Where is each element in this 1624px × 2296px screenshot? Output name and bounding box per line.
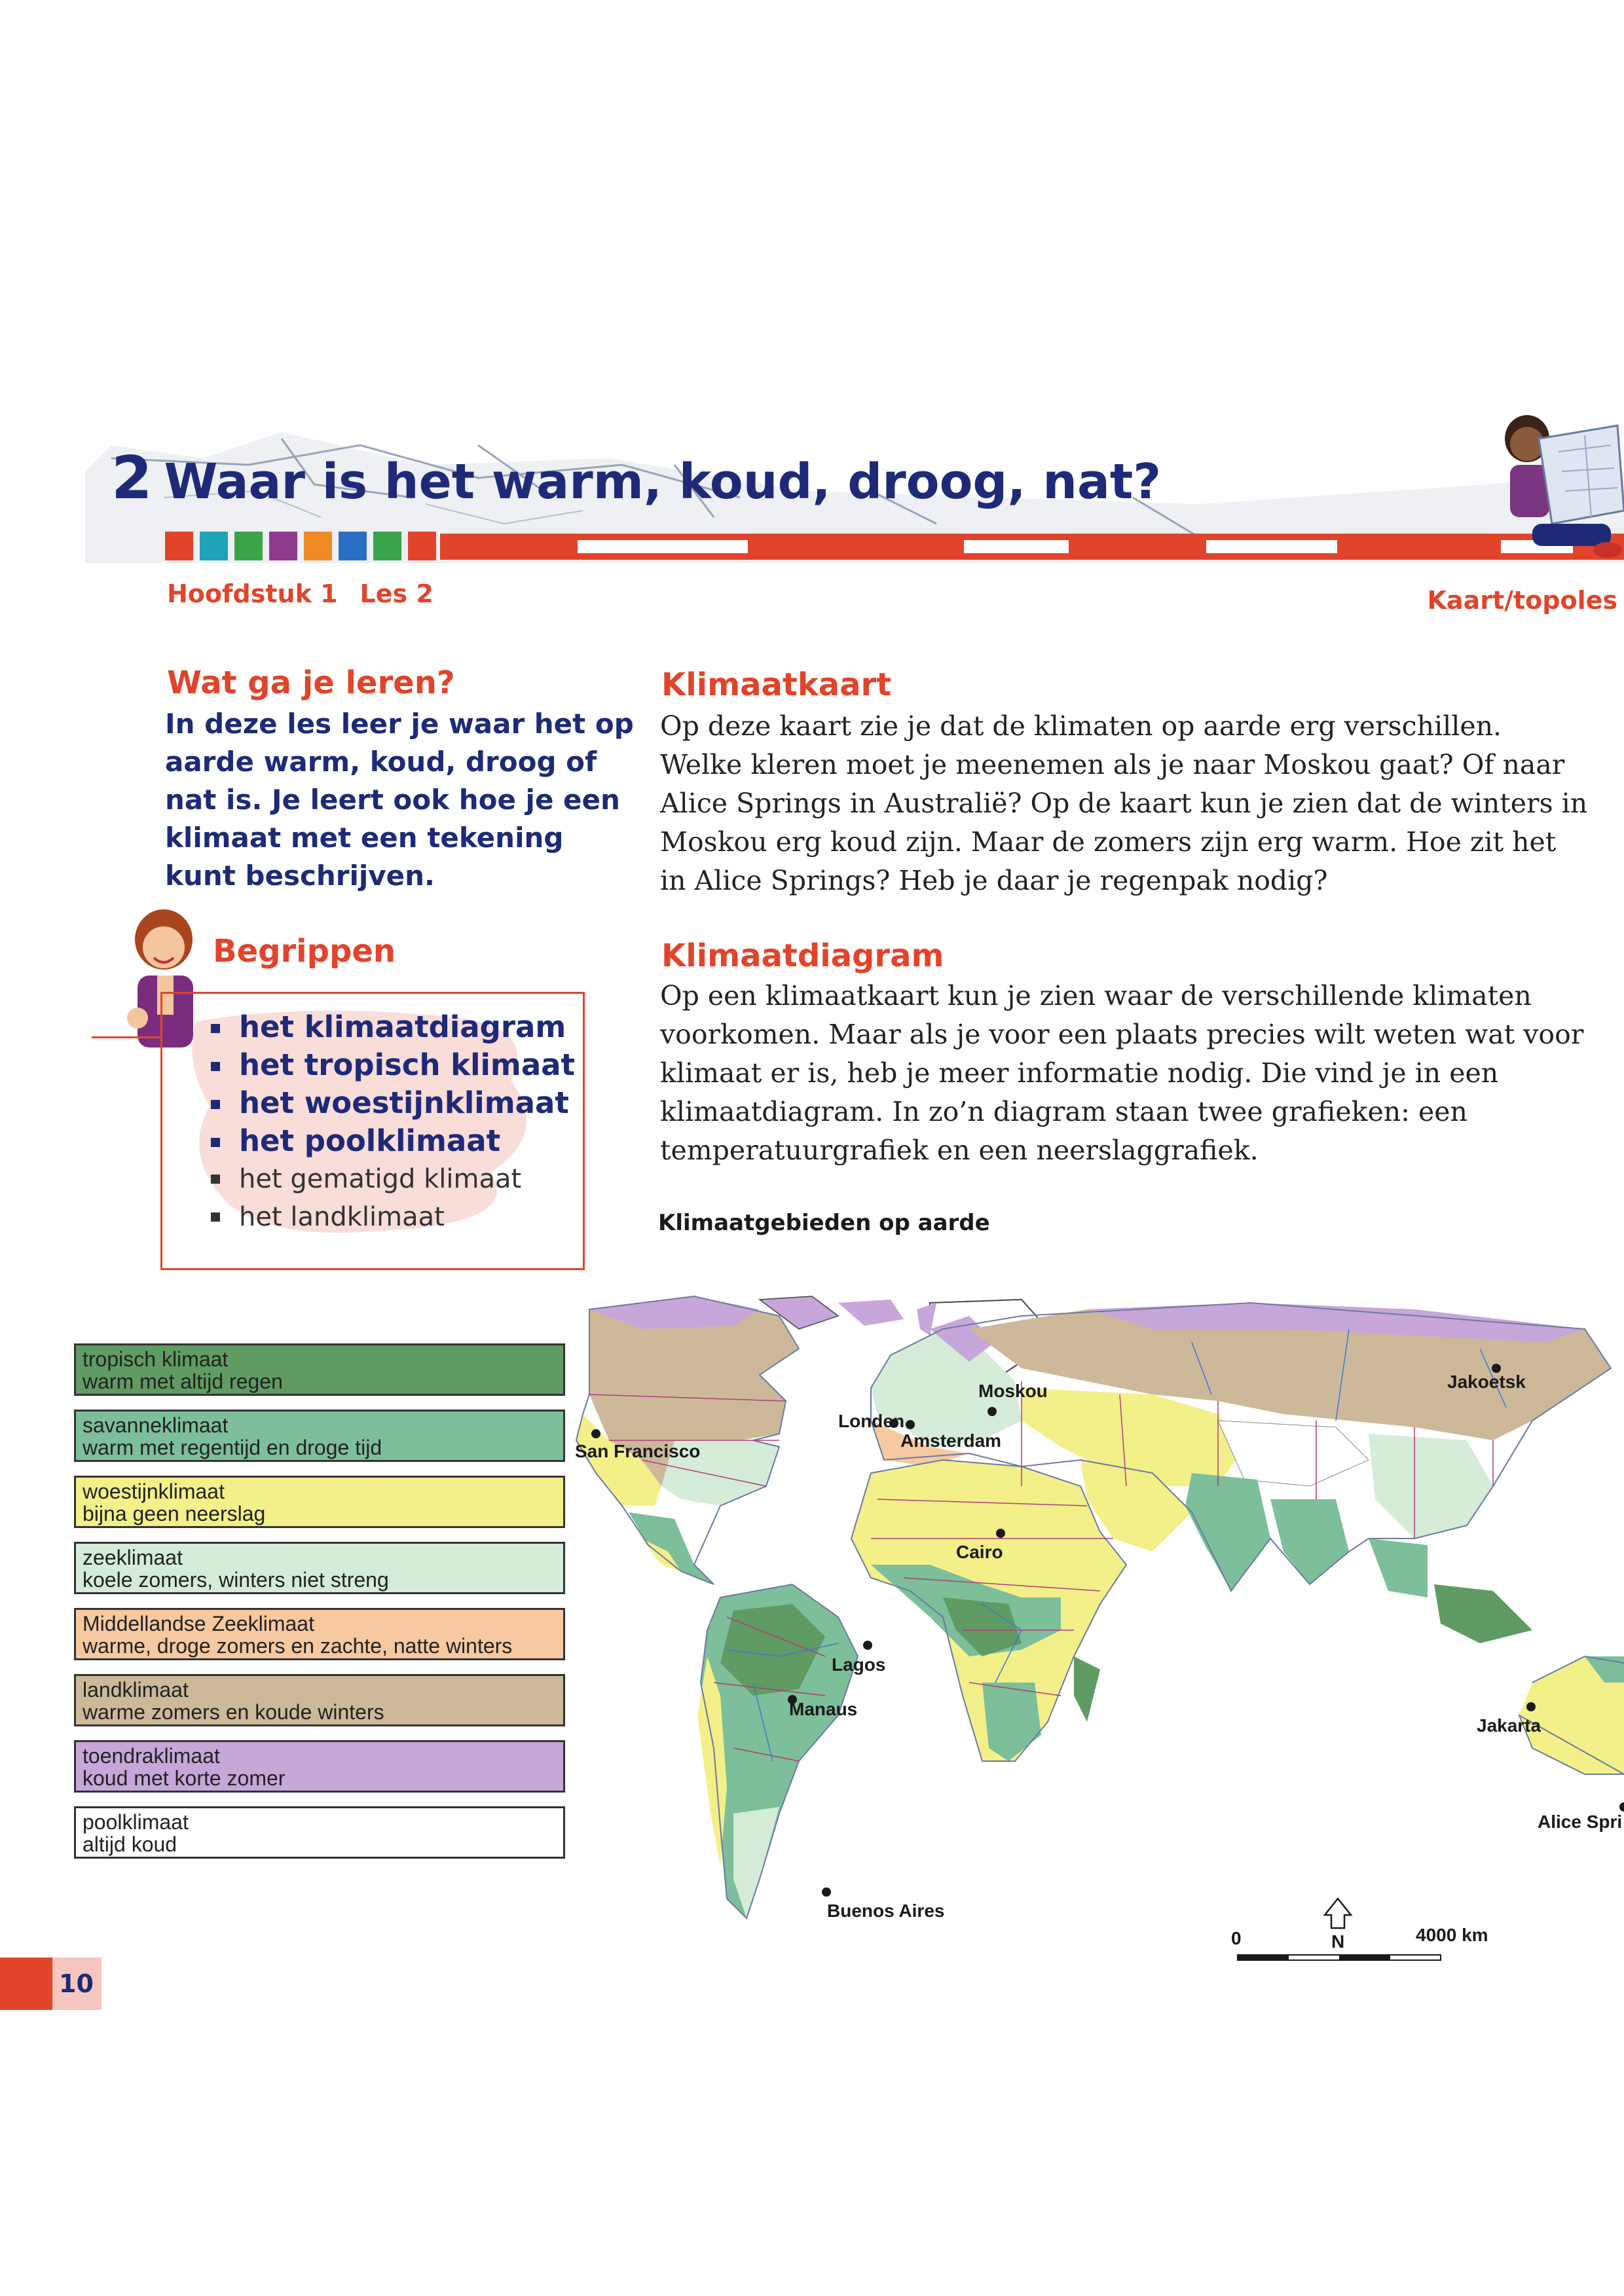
color-square [373,532,401,560]
legend-desc: bijna geen neerslag [83,1502,266,1525]
header-stripe [440,534,1624,560]
begrip-item: het landklimaat [210,1198,575,1236]
city-label: Cairo [956,1542,1003,1562]
klimaatkaart-heading: Klimaatkaart [661,666,892,703]
color-square [304,532,332,560]
legend-item [74,1476,565,1528]
legend-name: landklimaat [83,1678,189,1702]
legend-item [74,1542,565,1594]
legend-item [74,1674,565,1726]
learn-heading: Wat ga je leren? [167,665,455,701]
legend-item [74,1608,565,1660]
legend-desc: koud met korte zomer [83,1766,286,1790]
lesson-title-text: Waar is het warm, koud, droog, nat? [164,454,1162,510]
city-label: Jakarta [1477,1715,1541,1736]
page-number: 10 [59,1969,94,1998]
legend-name: poolklimaat [83,1810,189,1834]
color-square [339,532,367,560]
city-label: Jakoetsk [1447,1372,1526,1392]
lesson-number: 2 [111,444,153,513]
legend-item [74,1410,565,1462]
climate-legend [74,1343,565,1872]
begrippen-heading: Begrippen [213,933,396,970]
city-dot [987,1407,997,1416]
category-label: Kaart/topoles [1427,586,1617,615]
city-dot [996,1529,1005,1538]
legend-desc: altijd koud [83,1832,177,1856]
scale-start: 0 [1231,1928,1242,1948]
legend-name: toendraklimaat [83,1744,220,1768]
begrippen-connector-line [92,1036,162,1038]
legend-desc: warm met regentijd en droge tijd [83,1436,382,1459]
klimaatdiagram-heading: Klimaatdiagram [661,938,944,974]
color-square [165,532,193,560]
north-arrow-icon [1325,1899,1351,1952]
begrip-item: het poolklimaat [210,1122,575,1160]
city-label: Moskou [978,1381,1048,1401]
legend-item [74,1740,565,1793]
city-dot [906,1420,915,1429]
color-square [234,532,263,560]
legend-name: Middellandse Zeeklimaat [83,1612,314,1635]
legend-name: zeeklimaat [83,1546,183,1569]
city-label: Alice Spri [1538,1812,1623,1832]
legend-name: woestijnklimaat [83,1480,225,1503]
legend-name: savanneklimaat [83,1413,229,1437]
begrip-item: het klimaatdiagram [210,1008,575,1046]
world-climate-map [563,1290,1624,1984]
legend-desc: warm met altijd regen [83,1370,283,1393]
city-label: Londen [838,1411,905,1431]
city-dot [863,1641,872,1650]
klimaatdiagram-text: Op een klimaatkaart kun je zien waar de verschillende klimaten voorkomen. Maar als je voor een plaats precies wilt weten wat voor klimaat er is, heb je meer informatie nodig. Die vind je in een klimaatdiagram. In zo’n diagram staan twee grafieken: een temperatuurgrafiek en een neerslaggrafiek. [660,980,1584,1166]
lesson-label: Les 2 [360,579,434,608]
chapter-line [167,579,456,608]
city-label: Manaus [789,1699,858,1719]
color-square [269,532,297,560]
begrip-item: het woestijnklimaat [210,1084,575,1122]
city-dot [822,1887,831,1897]
color-square [200,532,228,560]
legend-desc: warme zomers en koude winters [83,1700,384,1724]
map-title: Klimaatgebieden op aarde [658,1210,990,1236]
scale-bar [1231,1925,1488,1960]
city-label: Buenos Aires [827,1901,945,1921]
scale-end: 4000 km [1416,1925,1488,1945]
africa [851,1460,1126,1761]
begrippen-list [210,1008,575,1236]
chapter-label: Hoofdstuk 1 [167,579,338,608]
city-label: Lagos [832,1654,886,1675]
legend-name: tropisch klimaat [83,1347,229,1371]
legend-item [74,1806,565,1859]
city-label: San Francisco [575,1441,701,1461]
color-squares [165,532,436,560]
klimaatkaart-text: Op deze kaart zie je dat de klimaten op aarde erg verschillen. Welke kleren moet je meenemen als je naar Moskou gaat? Of naar Alice Springs in Australië? Op de kaart kun je zien dat de winters in Moskou erg koud zijn. Maar de zomers zijn erg warm. Hoe zit het in Alice Springs? Heb je daar je regenpak nodig? [660,710,1588,896]
begrip-item: het gematigd klimaat [210,1160,575,1198]
legend-desc: koele zomers, winters niet streng [83,1568,389,1592]
south-america [697,1584,858,1918]
color-square [408,532,436,560]
learn-text: In deze les leer je waar het op aarde warm, koud, droog of nat is. Je leert ook hoe je een klimaat met een tekening kunt beschrijven. [165,708,634,892]
lesson-title [111,444,1161,513]
north-label: N [1331,1931,1345,1952]
page-number-tab [0,1958,52,2010]
city-label: Amsterdam [900,1430,1002,1451]
legend-item [74,1343,565,1396]
city-dot [591,1429,600,1438]
city-dot [1526,1702,1536,1711]
girl-reading-map-illustration [1486,412,1624,570]
legend-desc: warme, droge zomers en zachte, natte winters [83,1634,513,1658]
begrip-item: het tropisch klimaat [210,1046,575,1084]
city-dot [1619,1802,1624,1812]
